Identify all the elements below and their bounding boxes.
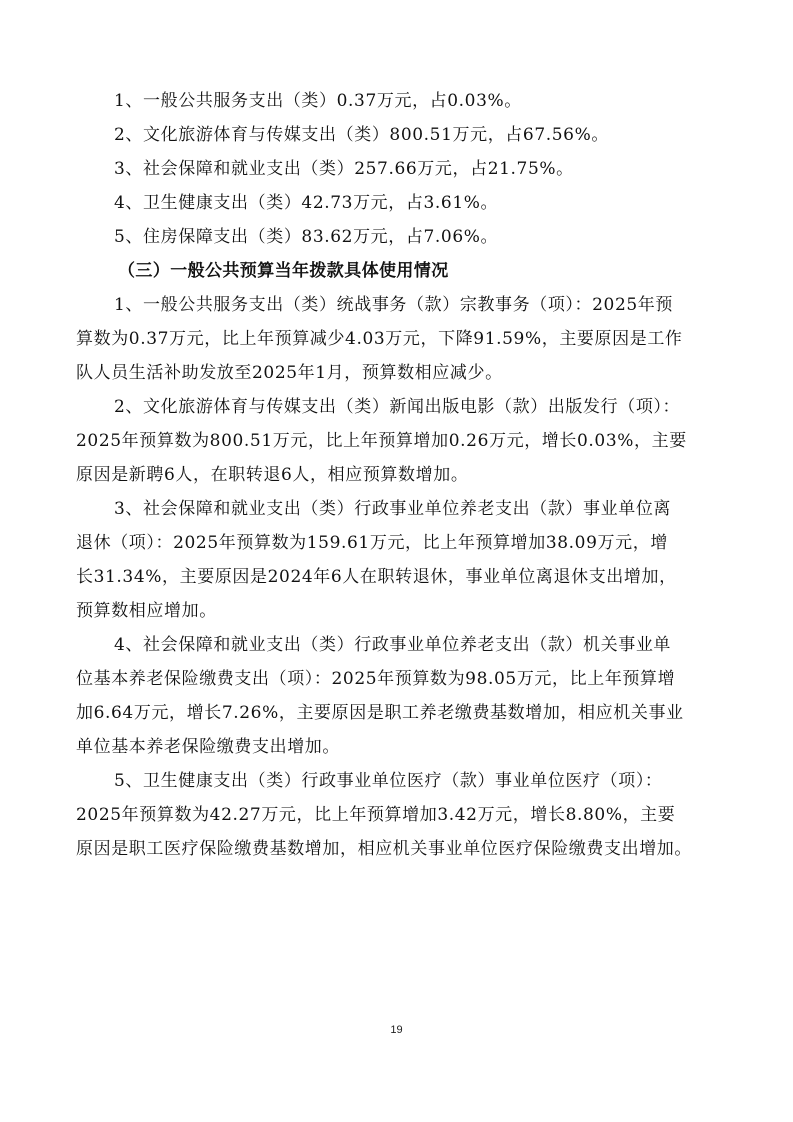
- paragraph-line: 长31.34%，主要原因是2024年6人在职转退休，事业单位离退休支出增加，: [76, 567, 677, 587]
- paragraph-line: 加6.64万元，增长7.26%，主要原因是职工养老缴费基数增加，相应机关事业: [76, 703, 684, 723]
- paragraph-line: 位基本养老保险缴费支出（项）：2025年预算数为98.05万元，比上年预算增: [76, 669, 676, 689]
- paragraph-line: 原因是新聘6人，在职转退6人，相应预算数增加。: [76, 465, 469, 485]
- detail-paragraph: [76, 390, 722, 492]
- summary-item: 4、卫生健康支出（类）42.73万元，占3.61%。: [114, 193, 499, 213]
- paragraph-line: 单位基本养老保险缴费支出增加。: [76, 737, 340, 757]
- detail-paragraph: [76, 288, 722, 390]
- summary-item: 2、文化旅游体育与传媒支出（类）800.51万元，占67.56%。: [114, 125, 609, 145]
- summary-item: 1、一般公共服务支出（类）0.37万元，占0.03%。: [114, 91, 522, 111]
- detail-paragraph: [76, 628, 722, 764]
- paragraph-line: 预算数相应增加。: [76, 601, 217, 621]
- paragraph-line: 队人员生活补助发放至2025年1月，预算数相应减少。: [76, 363, 503, 383]
- section-heading: （三）一般公共预算当年拨款具体使用情况: [118, 261, 449, 281]
- paragraph-line: 1、一般公共服务支出（类）统战事务（款）宗教事务（项）：2025年预: [114, 295, 673, 315]
- paragraph-line: 原因是职工医疗保险缴费基数增加，相应机关事业单位医疗保险缴费支出增加。: [76, 839, 692, 859]
- detail-paragraph: [76, 492, 722, 628]
- paragraph-line: 2025年预算数为800.51万元，比上年预算增加0.26万元，增长0.03%，主要: [76, 431, 687, 451]
- paragraph-line: 4、社会保障和就业支出（类）行政事业单位养老支出（款）机关事业单: [114, 635, 672, 655]
- paragraph-line: 2、文化旅游体育与传媒支出（类）新闻出版电影（款）出版发行（项）：: [114, 397, 681, 417]
- document-body: [76, 84, 722, 866]
- paragraph-line: 5、卫生健康支出（类）行政事业单位医疗（款）事业单位医疗（项）：: [114, 771, 663, 791]
- summary-item: 5、住房保障支出（类）83.62万元，占7.06%。: [114, 227, 499, 247]
- paragraph-line: 2025年预算数为42.27万元，比上年预算增加3.42万元，增长8.80%，主要: [76, 805, 676, 825]
- paragraph-line: 3、社会保障和就业支出（类）行政事业单位养老支出（款）事业单位离: [114, 499, 672, 519]
- paragraph-line: 算数为0.37万元，比上年预算减少4.03万元，下降91.59%，主要原因是工作: [76, 329, 683, 349]
- summary-item: 3、社会保障和就业支出（类）257.66万元，占21.75%。: [114, 159, 574, 179]
- detail-paragraph: [76, 764, 722, 866]
- page-number: 19: [390, 1024, 403, 1036]
- paragraph-line: 退休（项）：2025年预算数为159.61万元，比上年预算增加38.09万元，增: [76, 533, 668, 553]
